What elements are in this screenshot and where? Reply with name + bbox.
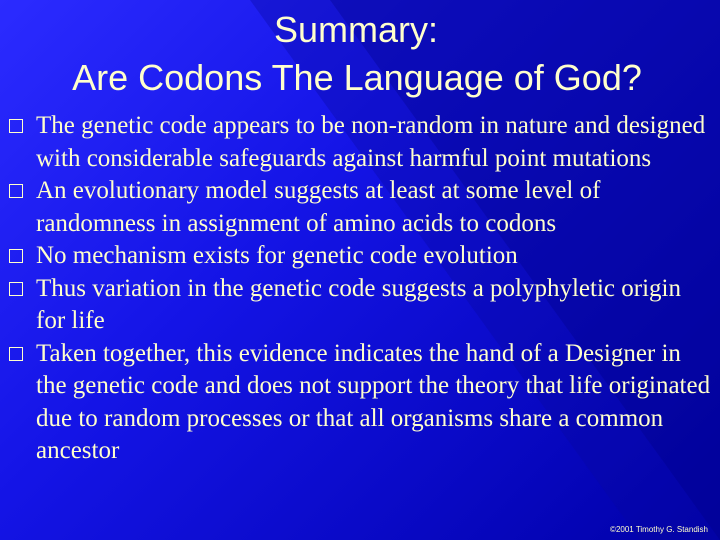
copyright-notice: ©2001 Timothy G. Standish: [610, 525, 708, 534]
square-bullet-icon: [9, 282, 23, 296]
bullet-item: [22, 110, 712, 175]
bullet-text: The genetic code appears to be non-random in nature and designed with considerable safeguards against harmful point mutations: [36, 112, 706, 172]
slide-title: Summary:: [273, 9, 439, 50]
square-bullet-icon: [9, 347, 23, 361]
bullet-text: No mechanism exists for genetic code evolution: [36, 242, 518, 269]
bullet-text: Thus variation in the genetic code suggests a polyphyletic origin for life: [36, 274, 681, 334]
bullet-item: [22, 240, 712, 273]
bullet-text: An evolutionary model suggests at least at some level of randomness in assignment of amino acids to codons: [36, 177, 601, 237]
bullet-item: [22, 273, 712, 338]
slide-subtitle: Are Codons The Language of God?: [72, 57, 642, 98]
square-bullet-icon: [9, 184, 23, 198]
bullet-item: [22, 338, 712, 468]
square-bullet-icon: [9, 249, 23, 263]
bullet-list: [22, 110, 712, 468]
bullet-text: Taken together, this evidence indicates the hand of a Designer in the genetic code and does not support the theory that life originated due to random processes or that all organisms share a common ancestor: [36, 339, 711, 464]
bullet-item: [22, 175, 712, 240]
square-bullet-icon: [9, 119, 23, 133]
